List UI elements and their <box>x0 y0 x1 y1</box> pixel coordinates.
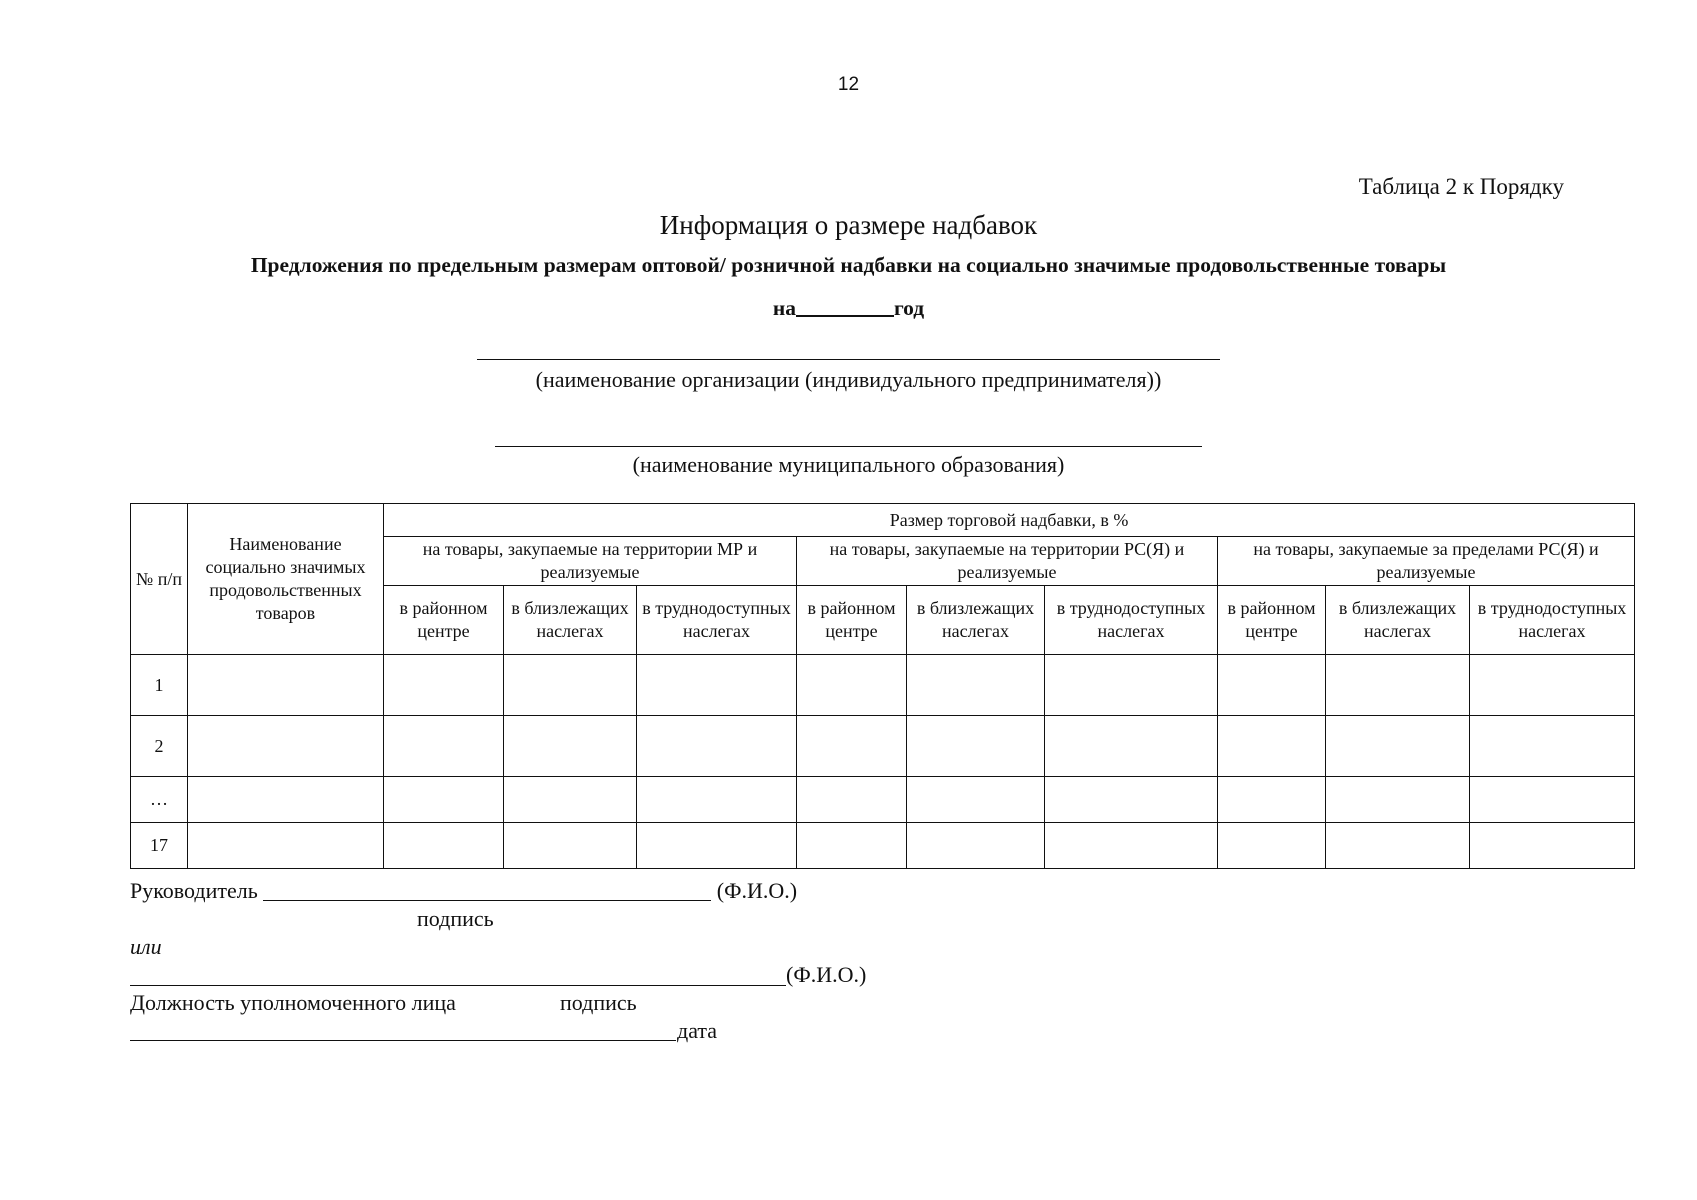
table-cell[interactable] <box>637 655 797 716</box>
document-title: Информация о размере надбавок <box>659 210 1038 240</box>
head-signature-field[interactable] <box>263 880 711 901</box>
table-cell[interactable] <box>1218 716 1326 777</box>
table-cell[interactable] <box>797 823 907 869</box>
municipality-line <box>495 446 1202 447</box>
subheader-nearby: в близлежащих наслегах <box>1326 586 1470 655</box>
document-subtitle: Предложения по предельным размерам оптовой/ розничной надбавки на социально значимые продовольственные товары <box>250 253 1447 277</box>
table-cell[interactable] <box>637 823 797 869</box>
table-cell[interactable] <box>504 777 637 823</box>
header-markup-size: Размер торговой надбавки, в % <box>384 504 1635 537</box>
date-field[interactable] <box>130 1040 676 1041</box>
subheader-remote: в труднодоступных наслегах <box>1045 586 1218 655</box>
year-prefix: на <box>772 296 796 320</box>
head-signature-hint: подпись <box>417 906 494 931</box>
header-group-outside: на товары, закупаемые за пределами РС(Я) и реализуемые <box>1218 537 1635 586</box>
table-cell[interactable] <box>504 716 637 777</box>
table-cell[interactable] <box>188 655 384 716</box>
head-label: Руководитель <box>130 878 258 903</box>
header-group-rs: на товары, закупаемые на территории РС(Я) и реализуемые <box>797 537 1218 586</box>
table-cell[interactable] <box>1045 655 1218 716</box>
table-row <box>131 777 1635 823</box>
table-cell[interactable] <box>1470 823 1635 869</box>
table-cell[interactable] <box>384 716 504 777</box>
subheader-remote: в труднодоступных наслегах <box>637 586 797 655</box>
year-blank-field <box>796 295 894 317</box>
position-label: Должность уполномоченного лица <box>130 990 456 1015</box>
date-label: дата <box>677 1018 718 1043</box>
row-number: 17 <box>131 823 188 869</box>
table-cell[interactable] <box>188 777 384 823</box>
row-number: 1 <box>131 655 188 716</box>
table-cell[interactable] <box>1045 823 1218 869</box>
row-number: 2 <box>131 716 188 777</box>
year-line <box>0 295 1697 321</box>
subheader-nearby: в близлежащих наслегах <box>907 586 1045 655</box>
table-cell[interactable] <box>1045 716 1218 777</box>
subheader-district-center: в районном центре <box>384 586 504 655</box>
table-cell[interactable] <box>1045 777 1218 823</box>
table-row <box>131 655 1635 716</box>
table-cell[interactable] <box>1470 716 1635 777</box>
head-signature-line <box>130 878 797 904</box>
table-cell[interactable] <box>637 777 797 823</box>
table-cell[interactable] <box>1218 777 1326 823</box>
row-number: … <box>131 777 188 823</box>
header-number: № п/п <box>131 504 188 655</box>
header-product-name: Наименование социально значимых продовольственных товаров <box>188 504 384 655</box>
position-signature-hint: подпись <box>560 990 637 1015</box>
table-cell[interactable] <box>907 823 1045 869</box>
head-fio: (Ф.И.О.) <box>716 878 798 903</box>
table-row <box>131 823 1635 869</box>
table-cell[interactable] <box>384 823 504 869</box>
table-cell[interactable] <box>637 716 797 777</box>
table-cell[interactable] <box>1470 655 1635 716</box>
subheader-remote: в труднодоступных наслегах <box>1470 586 1635 655</box>
table-cell[interactable] <box>907 777 1045 823</box>
table-cell[interactable] <box>504 655 637 716</box>
page-number: 12 <box>837 74 860 95</box>
table-cell[interactable] <box>797 655 907 716</box>
markup-table <box>130 503 1635 869</box>
subheader-district-center: в районном центре <box>797 586 907 655</box>
table-row <box>131 716 1635 777</box>
table-cell[interactable] <box>504 823 637 869</box>
header-group-mr: на товары, закупаемые на территории МР и реализуемые <box>384 537 797 586</box>
table-cell[interactable] <box>384 777 504 823</box>
org-name-line <box>477 359 1220 360</box>
table-cell[interactable] <box>1326 716 1470 777</box>
table-reference: Таблица 2 к Порядку <box>1358 174 1564 199</box>
subheader-district-center: в районном центре <box>1218 586 1326 655</box>
table-cell[interactable] <box>188 716 384 777</box>
subheader-nearby: в близлежащих наслегах <box>504 586 637 655</box>
position-signature-field[interactable] <box>130 985 786 986</box>
table-cell[interactable] <box>1470 777 1635 823</box>
table-cell[interactable] <box>797 716 907 777</box>
table-cell[interactable] <box>1326 823 1470 869</box>
table-cell[interactable] <box>1218 655 1326 716</box>
table-cell[interactable] <box>188 823 384 869</box>
table-cell[interactable] <box>907 655 1045 716</box>
table-cell[interactable] <box>384 655 504 716</box>
or-label: или <box>130 934 162 959</box>
year-suffix: год <box>893 296 925 320</box>
position-fio: (Ф.И.О.) <box>786 962 867 987</box>
table-cell[interactable] <box>1326 777 1470 823</box>
municipality-caption: (наименование муниципального образования) <box>632 452 1065 477</box>
table-cell[interactable] <box>907 716 1045 777</box>
table-cell[interactable] <box>1218 823 1326 869</box>
table-cell[interactable] <box>797 777 907 823</box>
table-cell[interactable] <box>1326 655 1470 716</box>
org-caption: (наименование организации (индивидуального предпринимателя)) <box>535 367 1162 392</box>
